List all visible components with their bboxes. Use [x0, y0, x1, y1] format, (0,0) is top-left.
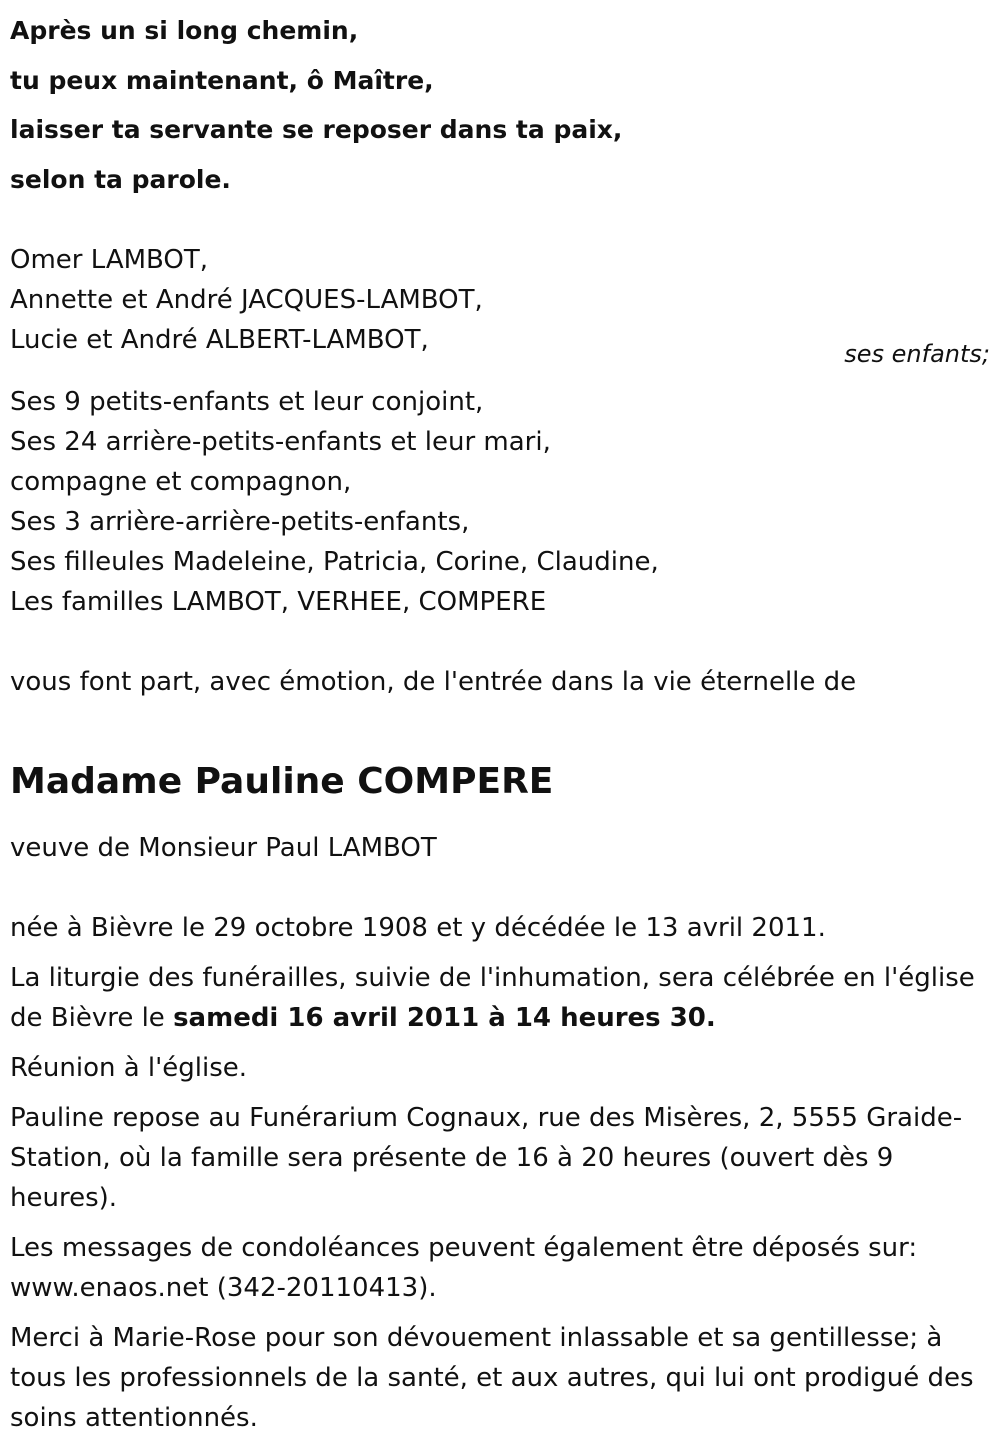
verse-line: laisser ta servante se reposer dans ta paix, [10, 115, 623, 144]
condolences-text: Les messages de condoléances peuvent également être déposés sur: www.enaos.net (342-20110413). [10, 1233, 918, 1303]
funerarium-text: Pauline repose au Funérarium Cognaux, rue des Misères, 2, 5555 Graide-Station, où la famille sera présente de 16 à 20 heures (ouvert dès 9 heures). [10, 1103, 963, 1213]
verse-block [10, 6, 990, 204]
children-label: ses enfants; [844, 340, 990, 368]
family-line: compagne et compagnon, [10, 467, 352, 497]
verse-line: Après un si long chemin, [10, 16, 359, 45]
verse-line: selon ta parole. [10, 164, 231, 194]
family-block [10, 382, 990, 622]
family-line: Les familles LAMBOT, VERHEE, COMPERE [10, 587, 547, 617]
liturgy-text [10, 958, 990, 1038]
born-died-text: née à Bièvre le 29 octobre 1908 et y décédée le 13 avril 2011. [10, 913, 826, 943]
child-line: Annette et André JACQUES-LAMBOT, [10, 285, 483, 315]
announcement-text: vous font part, avec émotion, de l'entrée dans la vie éternelle de [10, 667, 857, 697]
family-line: Ses 24 arrière-petits-enfants et leur mari, [10, 427, 551, 457]
family-line: Ses filleules Madeleine, Patricia, Corine, Claudine, [10, 547, 659, 577]
liturgy-text-regular: La liturgie des funérailles, suivie de l'inhumation, sera célébrée en l'église de Bièvre le [10, 963, 975, 1033]
liturgy-date: samedi 16 avril 2011 à 14 heures 30. [173, 1003, 716, 1033]
widow-of-text: veuve de Monsieur Paul LAMBOT [10, 833, 437, 863]
thanks-text: Merci à Marie-Rose pour son dévouement inlassable et sa gentillesse; à tous les professionnels de la santé, et aux autres, qui lui ont prodigué des soins attentionnés. [10, 1323, 974, 1433]
family-line: Ses 3 arrière-arrière-petits-enfants, [10, 507, 470, 537]
child-line: Omer LAMBOT, [10, 245, 209, 275]
child-line: Lucie et André ALBERT-LAMBOT, [10, 325, 429, 355]
deceased-name: Madame Pauline COMPERE [10, 761, 554, 802]
verse-line: tu peux maintenant, ô Maître, [10, 65, 434, 95]
meeting-text: Réunion à l'église. [10, 1053, 248, 1083]
children-block [10, 240, 990, 360]
family-line: Ses 9 petits-enfants et leur conjoint, [10, 387, 484, 417]
